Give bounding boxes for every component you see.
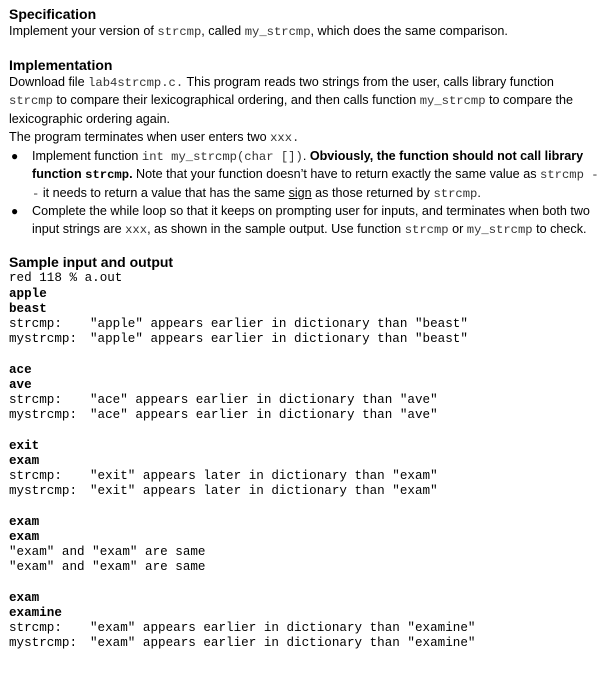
b1-em-code: strcmp: [85, 168, 130, 183]
terminal-prompt: red 118 % a.out: [9, 271, 123, 286]
output-line: [9, 393, 601, 408]
output-text: "exit" appears later in dictionary than "exam": [90, 469, 438, 484]
implementation-intro: [9, 74, 601, 148]
b1-text-2: .: [302, 148, 310, 163]
b2-text-1: Complete the while loop so that it keeps on prompting user for inputs, and terminates when both two input strings are: [32, 204, 590, 236]
spec-text-1: Implement your version of: [9, 24, 158, 38]
impl-text-2: This program reads two strings from the user, calls library function: [183, 74, 554, 89]
b1-em-text: Obviously, the function should not call library function: [32, 148, 584, 182]
b1-code-strcmp-2: strcmp: [433, 186, 478, 201]
b1-text-5: as those returned by: [311, 185, 434, 200]
input-line: exam: [9, 529, 40, 544]
document-page: [9, 6, 601, 652]
b1-em-period: .: [129, 167, 133, 182]
b1-text-3: Note that your function doesn’t have to return exactly the same value as: [132, 167, 540, 182]
output-line: [9, 332, 601, 347]
output-label: strcmp:: [9, 621, 62, 636]
output-line: "exam" and "exam" are same: [9, 545, 206, 560]
output-text: "apple" appears earlier in dictionary than "beast": [90, 332, 468, 347]
impl-text-5: The program terminates when user enters two: [9, 129, 271, 144]
sample-heading: Sample input and output: [9, 254, 174, 271]
spec-code-my-strcmp: my_strcmp: [244, 25, 311, 39]
implementation-heading: Implementation: [9, 56, 113, 73]
b2-text-2: , as shown in the sample output. Use function: [147, 221, 405, 236]
output-line: [9, 408, 601, 423]
b2-text-4: to check.: [532, 221, 587, 236]
impl-text-4: to compare the lexicographic ordering again.: [9, 93, 574, 127]
b1-code-signature: int my_strcmp(char []): [141, 149, 303, 164]
input-line: apple: [9, 286, 47, 301]
output-line: [9, 484, 601, 499]
bullet-item-loop: [9, 203, 601, 239]
output-text: "exam" appears earlier in dictionary than "examine": [90, 636, 476, 651]
spec-code-strcmp: strcmp: [157, 25, 202, 39]
output-text: "apple" appears earlier in dictionary than "beast": [90, 317, 468, 332]
input-line: beast: [9, 301, 47, 316]
impl-text-1: Download file: [9, 74, 89, 89]
impl-code-xxx: xxx.: [270, 130, 300, 145]
bullet-item-implement: [9, 148, 601, 204]
specification-text: [9, 23, 601, 42]
specification-heading: Specification: [9, 6, 97, 22]
output-label: mystrcmp:: [9, 408, 78, 423]
input-line: exam: [9, 514, 40, 529]
input-line: ace: [9, 362, 32, 377]
spec-text-3: , which does the same comparison.: [310, 24, 508, 38]
output-label: mystrcmp:: [9, 332, 78, 347]
b2-text-3: or: [448, 221, 467, 236]
output-text: "ace" appears earlier in dictionary than "ave": [90, 393, 438, 408]
input-line: exam: [9, 453, 40, 468]
output-line: [9, 621, 601, 636]
input-line: examine: [9, 605, 62, 620]
b2-code-my-strcmp: my_strcmp: [466, 222, 533, 237]
b1-text-4: it needs to return a value that has the same: [39, 185, 289, 200]
output-line: [9, 317, 601, 332]
impl-code-filename: lab4strcmp.c.: [88, 75, 184, 90]
implementation-bullets: [9, 148, 601, 240]
output-label: mystrcmp:: [9, 636, 78, 651]
output-text: "exam" appears earlier in dictionary than "examine": [90, 621, 476, 636]
output-text: "ace" appears earlier in dictionary than "ave": [90, 408, 438, 423]
output-line: "exam" and "exam" are same: [9, 560, 206, 575]
b1-code-strcmp: strcmp --: [32, 168, 599, 201]
bullet-icon: ●: [11, 204, 19, 219]
output-line: [9, 469, 601, 484]
input-line: exam: [9, 590, 40, 605]
impl-code-my-strcmp: my_strcmp: [419, 94, 486, 109]
b1-text-6: .: [477, 185, 481, 200]
b1-text-1: Implement function: [32, 148, 142, 163]
sample-terminal-output: [9, 271, 601, 651]
spec-text-2: , called: [201, 24, 245, 38]
b2-code-strcmp: strcmp: [404, 222, 449, 237]
output-label: strcmp:: [9, 393, 62, 408]
impl-code-strcmp: strcmp: [9, 94, 53, 109]
b2-code-xxx: xxx: [125, 222, 148, 237]
output-line: [9, 636, 601, 651]
impl-text-3: to compare their lexicographical ordering, and then calls function: [52, 93, 420, 108]
output-label: mystrcmp:: [9, 484, 78, 499]
b1-underlined-sign: sign: [288, 185, 312, 200]
output-label: strcmp:: [9, 317, 62, 332]
bullet-icon: ●: [11, 148, 19, 163]
output-text: "exit" appears later in dictionary than "exam": [90, 484, 438, 499]
input-line: exit: [9, 438, 40, 453]
output-label: strcmp:: [9, 469, 62, 484]
input-line: ave: [9, 377, 32, 392]
